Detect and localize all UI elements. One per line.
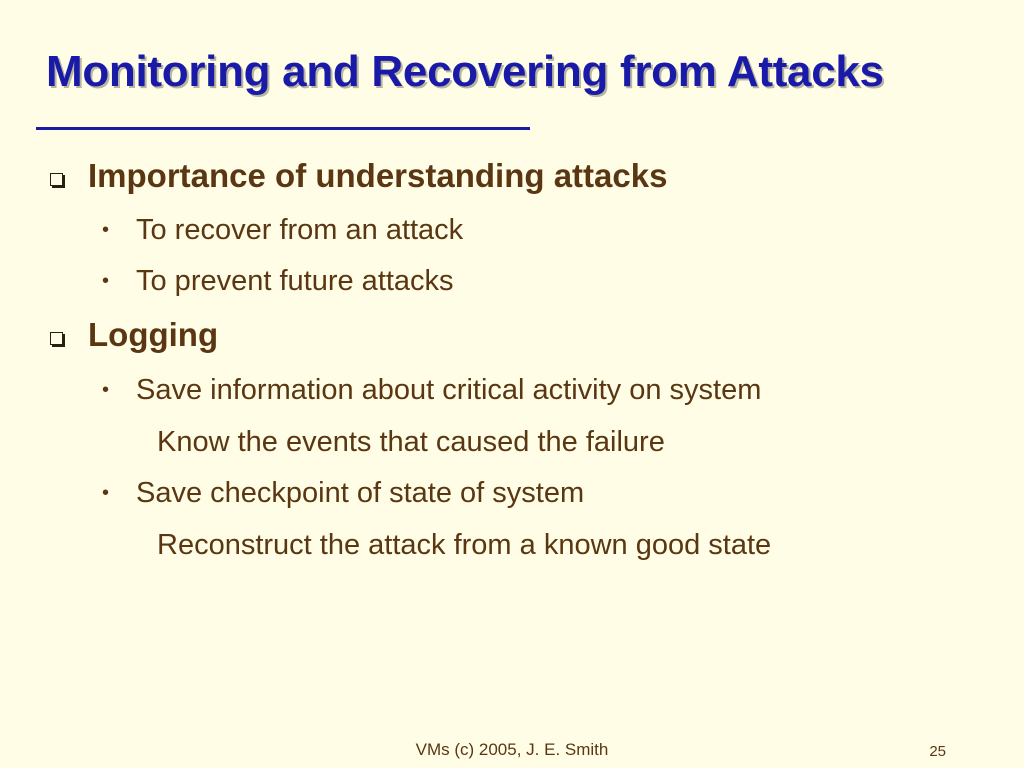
- hollow-square-icon: [50, 173, 63, 186]
- sub-item: Know the events that caused the failure: [157, 426, 665, 458]
- dot-icon: •: [102, 219, 110, 241]
- slide-title: Monitoring and Recovering from Attacks: [46, 47, 884, 96]
- title-underline: [36, 127, 530, 130]
- section-heading: Logging: [88, 316, 219, 353]
- list-item-text: To prevent future attacks: [136, 265, 454, 297]
- dot-icon: •: [102, 270, 110, 292]
- list-item-text: To recover from an attack: [136, 214, 464, 246]
- dot-icon: •: [102, 379, 110, 401]
- dot-icon: •: [102, 482, 110, 504]
- sub-item: Reconstruct the attack from a known good state: [157, 529, 772, 561]
- footer-text: VMs (c) 2005, J. E. Smith: [415, 740, 609, 759]
- list-item-text: Save checkpoint of state of system: [136, 477, 585, 509]
- page-number: 25: [929, 743, 946, 760]
- section-heading: Importance of understanding attacks: [88, 157, 668, 194]
- list-item-text: Save information about critical activity on system: [136, 374, 762, 406]
- hollow-square-icon: [50, 332, 63, 345]
